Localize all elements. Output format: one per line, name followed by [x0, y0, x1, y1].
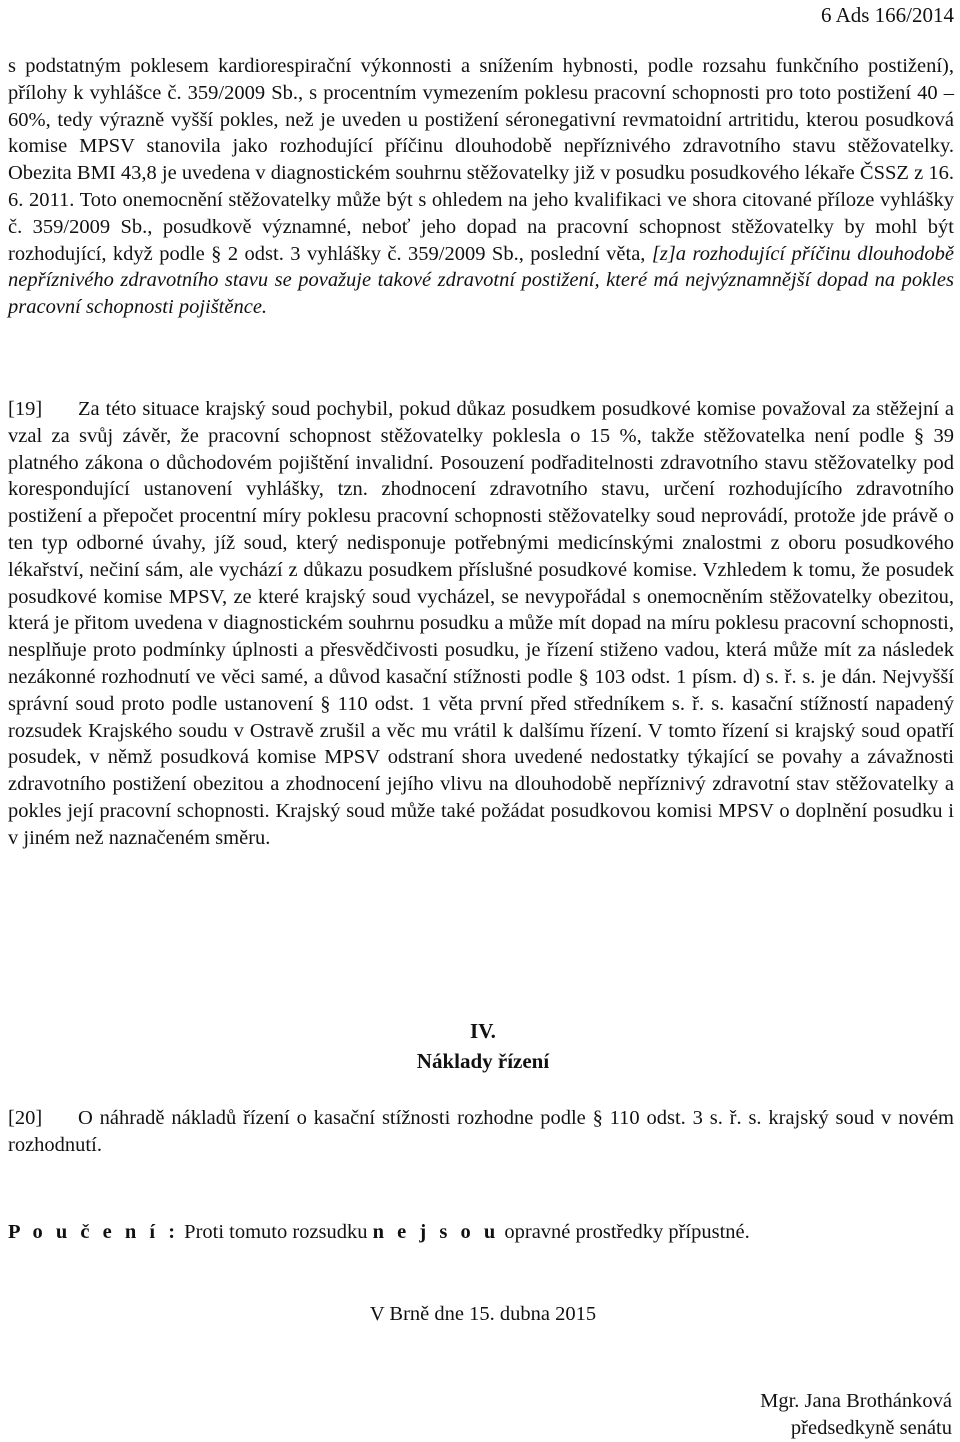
paragraph-19 [8, 396, 954, 852]
paragraph-20 [8, 1105, 954, 1159]
paragraph-text: Za této situace krajský soud pochybil, pokud důkaz posudkem posudkové komise považoval za stěžejní a vzal za svůj závěr, že pracovní schopnost stěžovatelky poklesla o 15 %, takže stěžovatelka není podle § 39 platného zákona o důchodovém pojištění invalidní. Posouzení podřaditelnosti zdravotního stavu stěžovatelky pod korespondující ustanovení vyhlášky, tzn. zhodnocení zdravotního stavu, určení rozhodujícího zdravotního postižení a přepočet procentní míry poklesu pracovní schopnosti stěžovatelky soud neprovádí, protože jde právě o ten typ odborné úvahy, jíž soud, který nedisponuje potřebnými medicínskými znalostmi z oboru posudkového lékařství, nečiní sám, ale vychází z důkazu posudkem příslušné posudkové komise. Vzhledem k tomu, že posudek posudkové komise MPSV, ze které krajský soud vycházel, se nevypořádal s onemocněním stěžovatelky obezitou, která je přitom uvedena v diagnostickém souhrnu posudku a může mít dopad na míru poklesu pracovní schopnosti, nesplňuje proto podmínky úplnosti a přesvědčivosti posudku, je řízení stiženo vadou, která může mít za následek nezákonné rozhodnutí ve věci samé, a důvod kasační stížnosti podle § 103 odst. 1 písm. d) s. ř. s. je dán. Nejvyšší správní soud proto podle ustanovení § 110 odst. 1 věta první před středníkem s. ř. s. kasační stížností napadený rozsudek Krajského soudu v Ostravě zrušil a věc mu vrátil k dalšímu řízení. V tomto řízení si krajský soud opatří posudek, v němž posudková komise MPSV odstraní shora uvedené nedostatky týkající se povahy a závažnosti zdravotního postižení obezitou a zhodnocení jejího vlivu na dlouhodobě nepříznivý zdravotní stav stěžovatelky a pokles její pracovní schopnosti. Krajský soud může také požádat posudkovou komisi MPSV o doplnění posudku i v jiném než naznačeném směru. [8, 398, 954, 849]
instruction-emphasis: n e j s o u [372, 1221, 500, 1243]
paragraph-number: [20] [8, 1107, 43, 1129]
signatory-name: Mgr. Jana Brothánková [760, 1390, 952, 1412]
continuation-paragraph [8, 53, 954, 321]
instruction-text-end: opravné prostředky přípustné. [499, 1221, 750, 1243]
legal-instruction [8, 1219, 750, 1246]
case-number: 6 Ads 166/2014 [820, 3, 954, 27]
section-number: IV. [470, 1019, 496, 1043]
paragraph-number: [19] [8, 398, 43, 420]
instruction-label: P o u č e n í : [8, 1221, 180, 1243]
instruction-text: Proti tomuto rozsudku [179, 1221, 373, 1243]
quoted-regulation: [z]a rozhodující příčinu dlouhodobě nepříznivého zdravotního stavu se považuje takové zdravotní postižení, které má nejvýznamnější dopad na pokles pracovní schopnosti pojištěnce. [8, 242, 954, 319]
paragraph-text: O náhradě nákladů řízení o kasační stížnosti rozhodne podle § 110 odst. 3 s. ř. s. krajský soud v novém rozhodnutí. [8, 1107, 954, 1156]
signatory-role: předsedkyně senátu [790, 1417, 952, 1439]
section-title: Náklady řízení [416, 1049, 550, 1073]
paragraph-text: s podstatným poklesem kardiorespirační výkonnosti a snížením hybnosti, podle rozsahu funkčního postižení), přílohy k vyhlášce č. 359/2009 Sb., s procentním vymezením poklesu pracovní schopnosti pro toto postižení 40 – 60%, tedy výrazně vyšší pokles, než je uveden u postižení séronegativní revmatoidní artritidu, kterou posudková komise MPSV stanovila jako rozhodující příčinu dlouhodobě nepříznivého zdravotního stavu stěžovatelky. Obezita BMI 43,8 je uvedena v diagnostickém souhrnu stěžovatelky již v posudku posudkového lékaře ČSSZ z 16. 6. 2011. Toto onemocnění stěžovatelky může být s ohledem na jeho kvalifikaci ve shora citované příloze vyhlášky č. 359/2009 Sb., posudkově významné, neboť jeho dopad na pracovní schopnost stěžovatelky by mohl být rozhodující, když podle § 2 odst. 3 vyhlášky č. 359/2009 Sb., poslední věta, [8, 55, 954, 265]
place-and-date: V Brně dne 15. dubna 2015 [369, 1303, 597, 1325]
signature-block [760, 1388, 952, 1442]
